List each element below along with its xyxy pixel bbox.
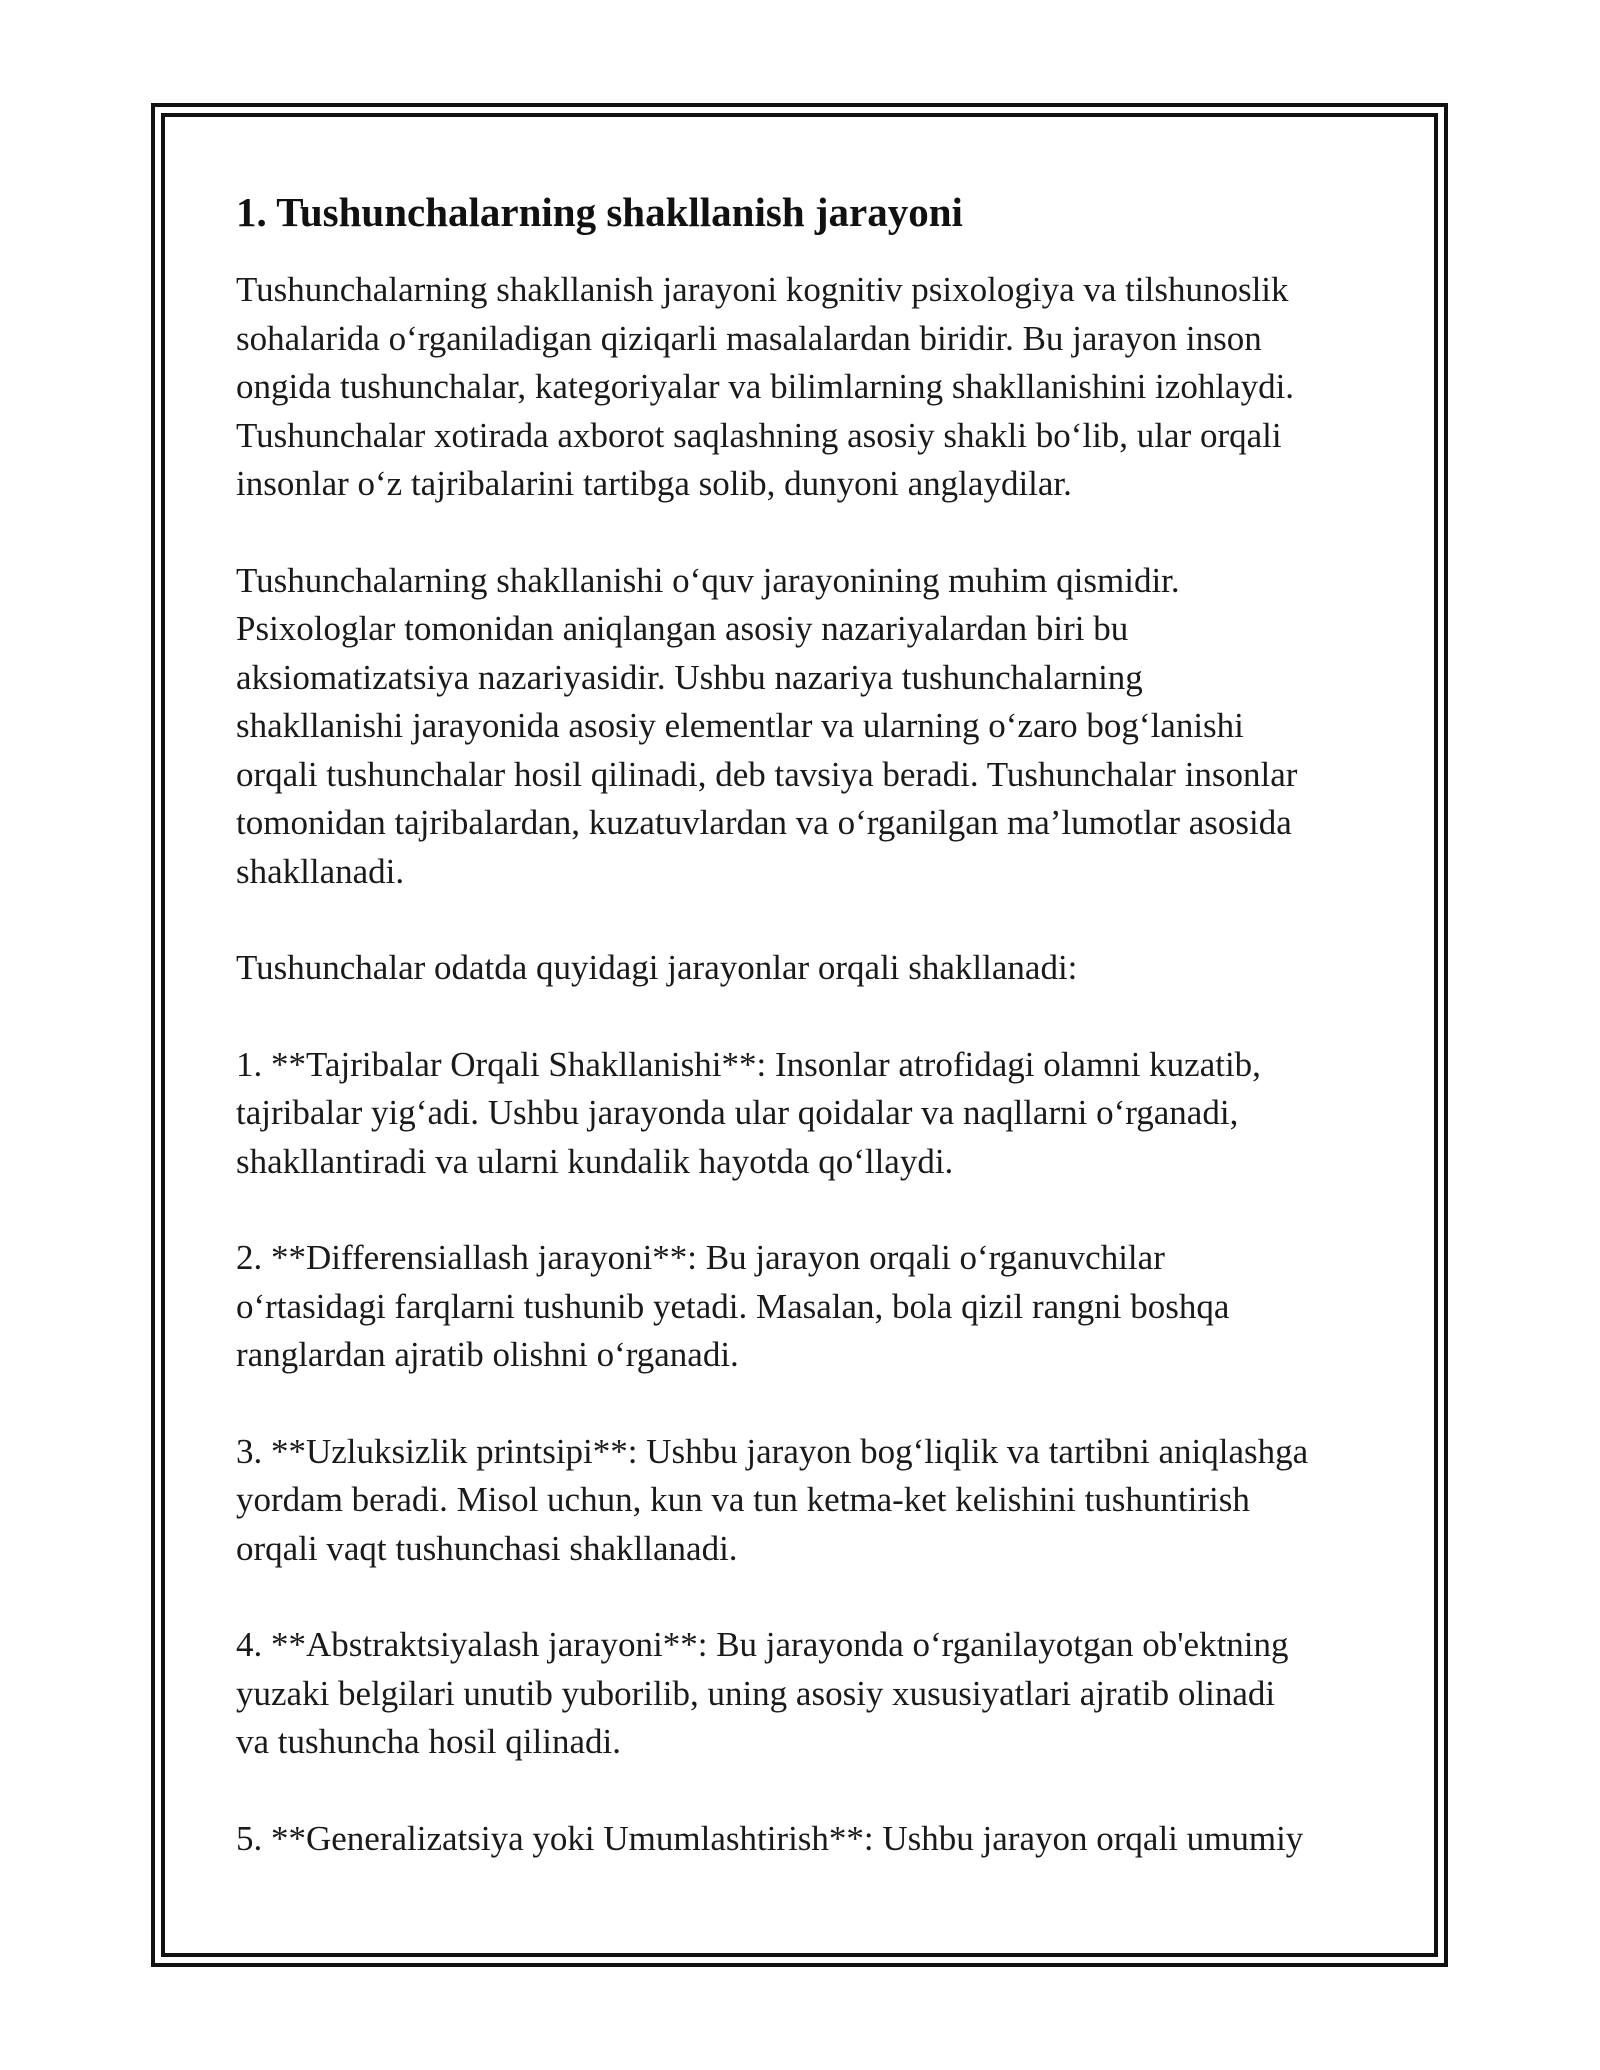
document-body — [236, 184, 1376, 1911]
paragraph-list-lead: Tushunchalar odatda quyidagi jarayonlar orqali shakllanadi: — [236, 948, 1078, 987]
list-item-4: 4. **Abstraktsiyalash jarayoni**: Bu jarayonda o‘rganilayotgan ob'ektning yuzaki belgilari unutib yuborilib, uning asosiy xususiyatlari ajratib olinadi va tushuncha hosil qilinadi. — [236, 1625, 1289, 1761]
list-item-1: 1. **Tajribalar Orqali Shakllanishi**: Insonlar atrofidagi olamni kuzatib, tajribalar yig‘adi. Ushbu jarayonda ular qoidalar va naqllarni o‘rganadi, shakllantiradi va ularni kundalik hayotda qo‘llaydi. — [236, 1044, 1261, 1181]
paragraph-intro: Tushunchalarning shakllanish jarayoni kognitiv psixologiya va tilshunoslik sohalarida o‘rganiladigan qiziqarli masalalardan biridir. Bu jarayon inson ongida tushunchalar, kategoriyalar va bilimlarning shakllanishini izohlaydi. Tushunchalar xotirada axborot saqlashning asosiy shakli bo‘lib, ular orqali insonlar o‘z tajribalarini tartibga solib, dunyoni anglaydilar. — [236, 270, 1295, 503]
list-item-3: 3. **Uzluksizlik printsipi**: Ushbu jarayon bog‘liqlik va tartibni aniqlashga yordam beradi. Misol uchun, kun va tun ketma-ket kelishini tushuntirish orqali vaqt tushunchasi shakllanadi. — [236, 1431, 1309, 1568]
list-item-2: 2. **Differensiallash jarayoni**: Bu jarayon orqali o‘rganuvchilar o‘rtasidagi farqlarni tushunib yetadi. Masalan, bola qizil rangni boshqa ranglardan ajratib olishni o‘rganadi. — [236, 1238, 1230, 1374]
paragraph-theory: Tushunchalarning shakllanishi o‘quv jarayonining muhim qismidir. Psixologlar tomonidan aniqlangan asosiy nazariyalardan biri bu aksiomatizatsiya nazariyasidir. Ushbu nazariya tushunchalarning shakllanishi jarayonida asosiy elementlar va ularning o‘zaro bog‘lanishi orqali tushunchalar hosil qilinadi, deb tavsiya beradi. Tushunchalar insonlar tomonidan tajribalardan, kuzatuvlardan va o‘rganilgan ma’lumotlar asosida shakllanadi. — [236, 560, 1298, 891]
list-item-5: 5. **Generalizatsiya yoki Umumlashtirish**: Ushbu jarayon orqali umumiy — [236, 1818, 1304, 1858]
section-heading: 1. Tushunchalarning shakllanish jarayoni — [236, 189, 963, 235]
